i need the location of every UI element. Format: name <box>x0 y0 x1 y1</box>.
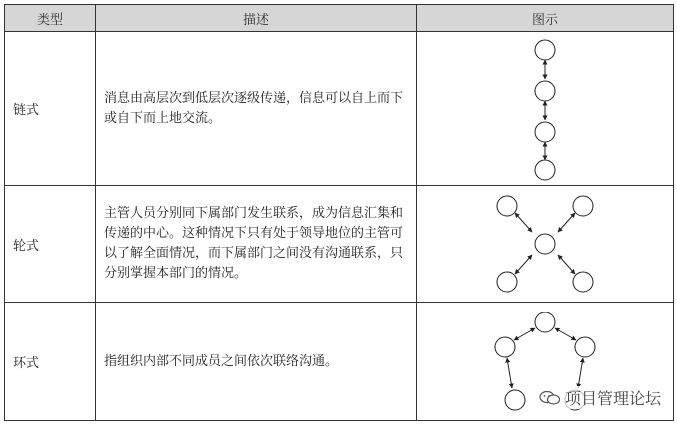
diagram-cell-wheel <box>417 186 674 303</box>
description-text: 消息由高层次到低层次逐级传递，信息可以自上而下或自下而上地交流。 <box>104 90 404 126</box>
description-cell-chain <box>96 32 417 186</box>
header-type: 类型 <box>5 5 96 32</box>
wheel-node-center <box>535 234 555 254</box>
header-row <box>5 5 674 32</box>
watermark-text: 项目管理论坛 <box>564 389 661 408</box>
circle-node-top <box>535 312 555 332</box>
type-cell-circle: 环式 <box>5 303 96 421</box>
wheel-node-bottom-right <box>573 272 593 292</box>
wheel-spoke-tr <box>558 213 575 232</box>
wheel-spoke-tl <box>515 213 532 232</box>
wechat-icon <box>539 390 561 406</box>
circle-node-left <box>495 337 515 357</box>
type-cell-wheel: 轮式 <box>5 186 96 303</box>
table-row-wheel <box>5 186 674 303</box>
description-cell-wheel <box>96 186 417 303</box>
circle-node-right <box>575 337 595 357</box>
wheel-node-top-left <box>497 196 517 216</box>
chain-node-3 <box>535 122 555 142</box>
circle-node-bottom-left <box>505 390 525 410</box>
chain-node-1 <box>535 40 555 60</box>
header-description: 描述 <box>96 5 417 32</box>
description-cell-circle <box>96 303 417 421</box>
table-row-chain <box>5 32 674 186</box>
communication-network-table <box>4 4 674 421</box>
wheel-spoke-bl <box>515 255 532 274</box>
wheel-network-diagram <box>490 194 600 294</box>
circle-link-1 <box>514 328 535 340</box>
circle-link-3 <box>507 358 512 388</box>
wheel-node-top-right <box>573 196 593 216</box>
diagram-cell-chain <box>417 32 674 186</box>
type-cell-chain: 链式 <box>5 32 96 186</box>
header-diagram: 图示 <box>417 5 674 32</box>
circle-link-4 <box>578 358 583 388</box>
chain-network-diagram <box>515 34 575 184</box>
description-text: 主管人员分别同下属部门发生联系，成为信息汇集和传递的中心。这种情况下只有处于领导地位的主管可以了解全面情况，而下属部门之间没有沟通联系，只分别掌握本部门的情况。 <box>104 206 404 281</box>
watermark <box>539 386 661 409</box>
wheel-node-bottom-left <box>497 272 517 292</box>
chain-node-4 <box>535 160 555 180</box>
wheel-spoke-br <box>558 255 575 274</box>
description-text: 指组织内部不同成员之间依次联络沟通。 <box>104 353 339 369</box>
circle-link-2 <box>555 328 576 340</box>
chain-node-2 <box>535 81 555 101</box>
